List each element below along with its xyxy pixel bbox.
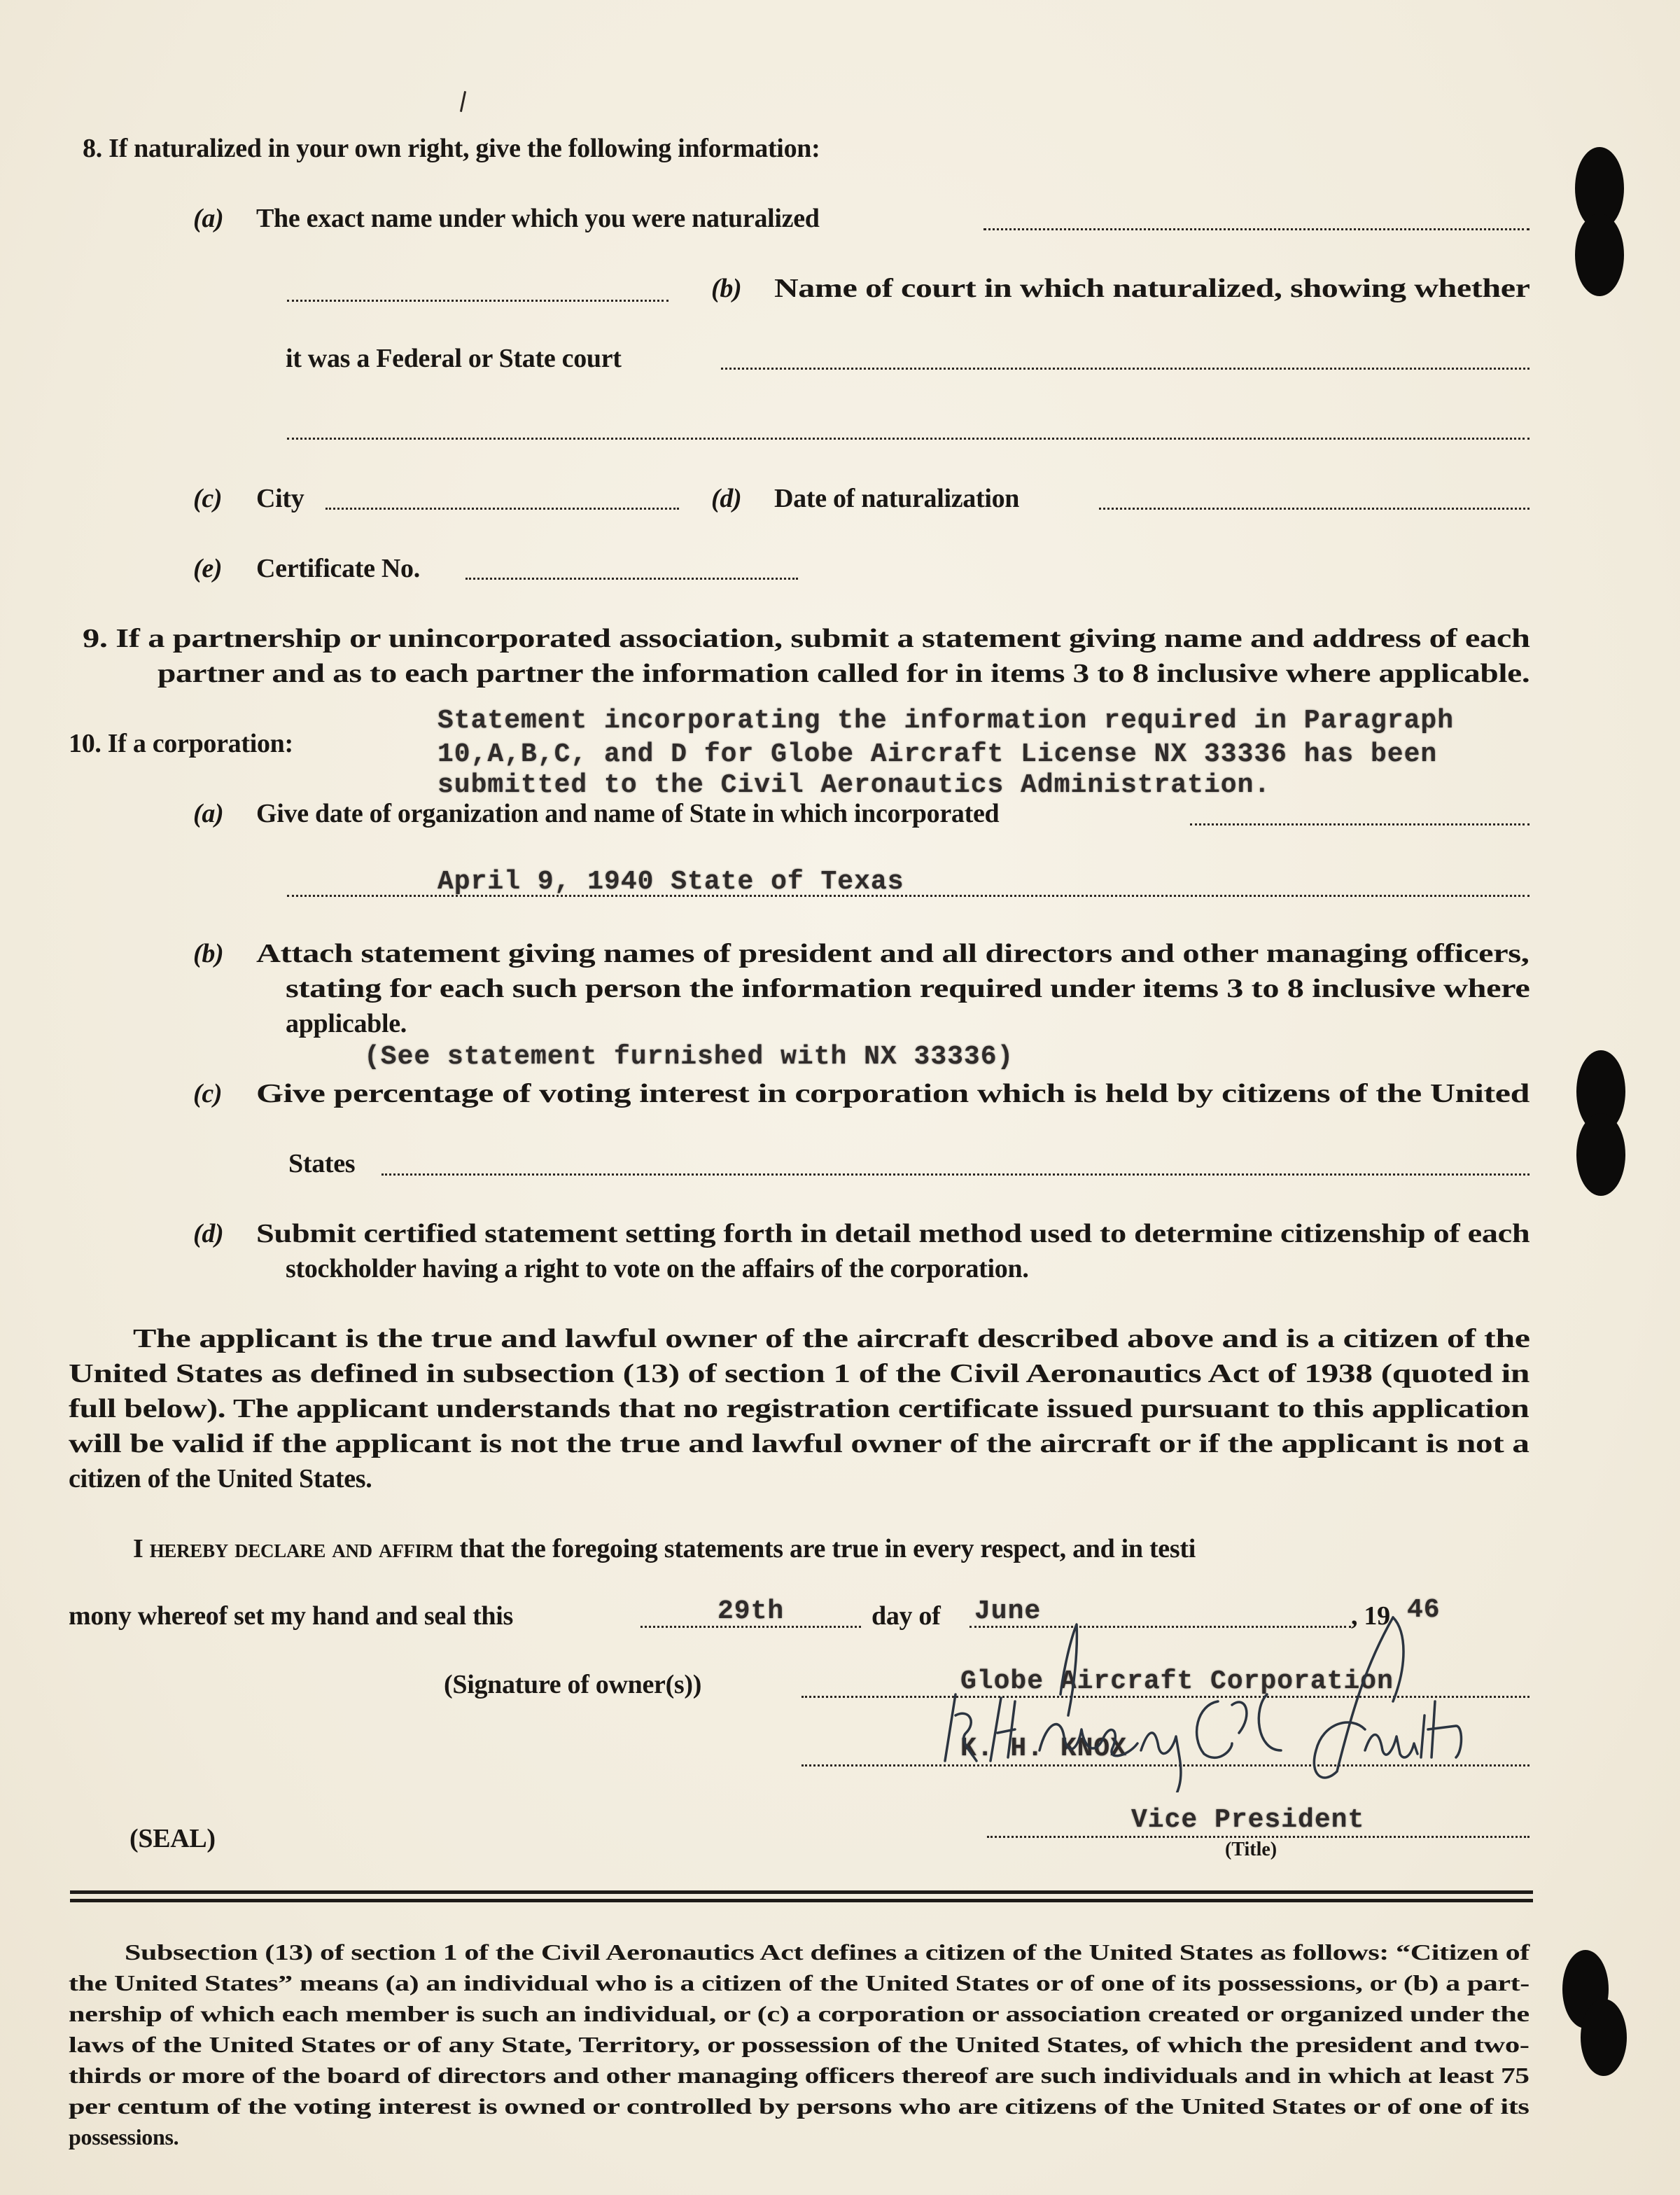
item8-c-text: City [256, 484, 304, 513]
incorporation-field[interactable] [1190, 823, 1530, 825]
binder-hole [1576, 1113, 1625, 1196]
binder-hole [1581, 1999, 1627, 2076]
declaration-line: citizen of the United States. [69, 1464, 372, 1493]
incorporation-value: April 9, 1940 State of Texas [438, 867, 904, 897]
item10-c-text2: States [288, 1149, 356, 1178]
item10-d-line: Submit certified statement setting forth in detail method used to determine citizenship of each [256, 1219, 1530, 1248]
affirm-caps: hereby declare and affirm [149, 1534, 454, 1563]
item10-d-label: (d) [193, 1219, 224, 1248]
certificate-number-field[interactable] [465, 578, 798, 580]
footnote-line: the United States” means (a) an individual who is a citizen of the United States or of one of its possessions, or (b) a part- [69, 1970, 1530, 1995]
footnote-line: Subsection (13) of section 1 of the Civil Aeronautics Act defines a citizen of the United States as follows: “Citizen of [125, 1939, 1530, 1965]
naturalized-name-field-cont[interactable] [287, 300, 668, 302]
city-field[interactable] [326, 508, 679, 510]
day-of-text: day of [872, 1601, 941, 1631]
item10-a-label: (a) [193, 799, 224, 828]
item8-d-label: (d) [711, 484, 742, 513]
footnote-line: laws of the United States or of any State, Territory, or possession of the United States, of which the president and two- [69, 2032, 1530, 2057]
item8-heading: 8. If naturalized in your own right, give the following information: [83, 134, 820, 163]
title-caption: (Title) [1225, 1839, 1278, 1860]
item10-c-label: (c) [193, 1079, 223, 1108]
year-value: 46 [1407, 1595, 1441, 1625]
declaration-line: The applicant is the true and lawful owner of the aircraft described above and is a citizen of the [133, 1324, 1530, 1353]
item9-line1: 9. If a partnership or unincorporated association, submit a statement giving name and address of each [83, 624, 1530, 653]
footnote-line: possessions. [69, 2124, 179, 2149]
item10-a-text: Give date of organization and name of State in which incorporated [256, 799, 1000, 828]
item8-c-label: (c) [193, 484, 223, 513]
court-name-field[interactable] [721, 368, 1530, 370]
typed-statement-line: 10,A,B,C, and D for Globe Aircraft License NX 33336 has been [438, 739, 1438, 769]
naturalized-name-field[interactable] [983, 228, 1530, 230]
footnote-line: per centum of the voting interest is owned or controlled by persons who are citizens of the United States or of one of its [69, 2093, 1530, 2119]
handwritten-signature [903, 1610, 1533, 1792]
declaration-line: United States as defined in subsection (13) of section 1 of the Civil Aeronautics Act of 1938 (quoted in [69, 1359, 1530, 1388]
month-value: June [974, 1596, 1042, 1626]
court-name-field-cont[interactable] [287, 438, 1530, 440]
divider-rule [70, 1890, 1533, 1894]
footnote-line: thirds or more of the board of directors and other managing officers thereof are such individuals and in which at least 75 [69, 2063, 1530, 2088]
item10-c-text: Give percentage of voting interest in corporation which is held by citizens of the United [256, 1079, 1530, 1108]
item8-b-label: (b) [711, 274, 742, 303]
divider-rule [70, 1899, 1533, 1902]
item8-d-text: Date of naturalization [774, 484, 1020, 513]
item10-heading: 10. If a corporation: [69, 729, 293, 758]
typed-statement-line: Statement incorporating the information required in Paragraph [438, 706, 1455, 736]
binder-hole [1575, 214, 1624, 296]
declaration-line: will be valid if the applicant is not the true and lawful owner of the aircraft or if the applicant is not a [69, 1429, 1530, 1458]
title-field[interactable] [987, 1836, 1530, 1838]
typed-statement-line: submitted to the Civil Aeronautics Administration. [438, 770, 1271, 800]
signature-label: (Signature of owner(s)) [444, 1670, 702, 1699]
item8-b-text2: it was a Federal or State court [286, 344, 622, 373]
item8-a-label: (a) [193, 204, 224, 233]
voting-interest-field[interactable] [382, 1173, 1530, 1176]
item10-b-line: Attach statement giving names of president and all directors and other managing officers, [256, 939, 1530, 968]
title-value: Vice President [1131, 1805, 1365, 1835]
officers-statement-note: (See statement furnished with NX 33336) [364, 1042, 1014, 1072]
naturalization-date-field[interactable] [1099, 508, 1530, 510]
seal-label: (SEAL) [130, 1824, 216, 1853]
day-value: 29th [718, 1596, 785, 1626]
declaration-line: full below). The applicant understands that no registration certificate issued pursuant to this application [69, 1394, 1530, 1423]
typed-signer-name: K. H. KNOX [960, 1734, 1128, 1764]
item10-d-line: stockholder having a right to vote on the affairs of the corporation. [286, 1254, 1029, 1283]
testimony-text: mony whereof set my hand and seal this [69, 1601, 514, 1631]
affirmation-line [133, 1533, 1196, 1564]
affirm-rest: that the foregoing statements are true in every respect, and in testi [459, 1534, 1196, 1563]
item8-b-text: Name of court in which naturalized, showing whether [774, 274, 1530, 303]
item10-b-line: stating for each such person the information required under items 3 to 8 inclusive where [286, 974, 1530, 1003]
item10-b-label: (b) [193, 939, 224, 968]
year-prefix: , 19 [1351, 1601, 1390, 1631]
item9-line2: partner and as to each partner the information called for in items 3 to 8 inclusive where applicable. [158, 659, 1530, 688]
footnote-line: nership of which each member is such an individual, or (c) a corporation or association created or organized under the [69, 2001, 1530, 2026]
item8-a-text: The exact name under which you were naturalized [256, 204, 820, 233]
stray-mark [460, 91, 466, 112]
item8-e-label: (e) [193, 554, 223, 583]
item10-b-line: applicable. [286, 1009, 407, 1038]
company-name: Globe Aircraft Corporation [960, 1666, 1394, 1696]
affirm-prefix: I [133, 1534, 144, 1563]
item8-e-text: Certificate No. [256, 554, 420, 583]
